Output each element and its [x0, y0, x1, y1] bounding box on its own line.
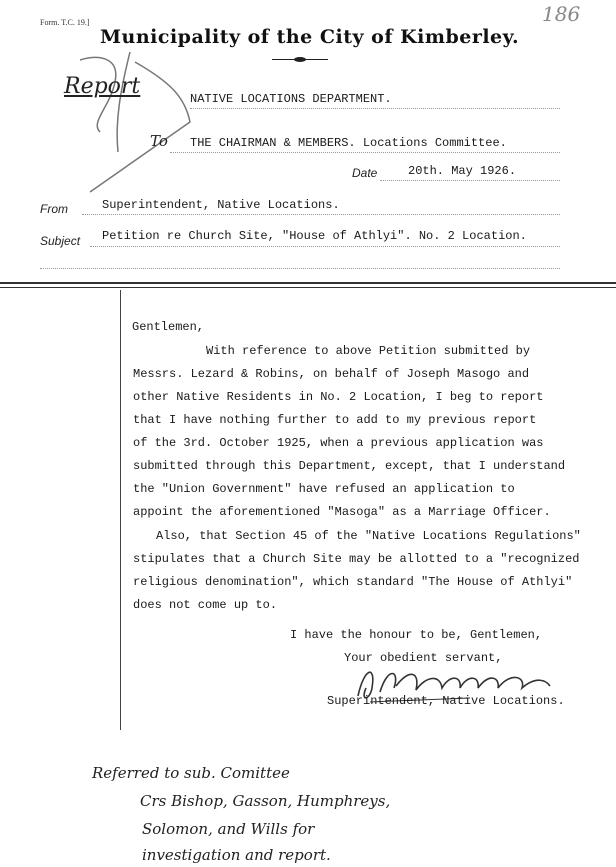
- handwritten-note-line: Crs Bishop, Gasson, Humphreys,: [140, 792, 391, 810]
- letter-line: that I have nothing further to add to my previous report: [133, 413, 537, 427]
- date-label: Date: [352, 166, 378, 180]
- to-value: THE CHAIRMAN & MEMBERS. Locations Committee.: [190, 136, 507, 150]
- date-value: 20th. May 1926.: [408, 164, 517, 178]
- subject-label: Subject: [40, 234, 81, 248]
- letter-line: Also, that Section 45 of the "Native Locations Regulations": [156, 529, 581, 543]
- section-rule-thin: [0, 287, 616, 288]
- letter-line: the "Union Government" have refused an application to: [133, 482, 515, 496]
- margin-line: [120, 290, 121, 730]
- page-number: 186: [542, 2, 581, 26]
- handwritten-note-line: Referred to sub. Comittee: [92, 764, 290, 782]
- letter-line: appoint the aforementioned "Masoga" as a Marriage Officer.: [133, 505, 551, 519]
- ornament-divider: [272, 58, 328, 61]
- from-value: Superintendent, Native Locations.: [102, 198, 340, 212]
- to-label: To: [150, 132, 168, 150]
- closing-line: Your obedient servant,: [344, 651, 503, 665]
- salutation: Gentlemen,: [132, 320, 205, 334]
- letter-line: religious denomination", which standard "The House of Athlyi": [133, 575, 573, 589]
- letter-line: does not come up to.: [133, 598, 278, 612]
- handwritten-note-line: Solomon, and Wills for: [142, 820, 315, 838]
- form-number: Form. T.C. 19.]: [40, 18, 90, 27]
- handwritten-note-line: investigation and report.: [142, 846, 331, 864]
- subject-value: Petition re Church Site, "House of Athlyi". No. 2 Location.: [102, 229, 527, 243]
- signatory-title: Superintendent, Native Locations.: [327, 694, 565, 708]
- letter-line: stipulates that a Church Site may be allotted to a "recognized: [133, 552, 580, 566]
- department-name: NATIVE LOCATIONS DEPARTMENT.: [190, 92, 392, 106]
- letter-line: of the 3rd. October 1925, when a previous application was: [133, 436, 544, 450]
- letter-line: submitted through this Department, except, that I understand: [133, 459, 566, 473]
- letter-line: With reference to above Petition submitted by: [206, 344, 531, 358]
- section-rule: [0, 282, 616, 284]
- from-label: From: [40, 202, 68, 216]
- letterhead-title: Municipality of the City of Kimberley.: [100, 26, 520, 48]
- report-label: Report: [64, 74, 141, 99]
- closing-line: I have the honour to be, Gentlemen,: [290, 628, 543, 642]
- letter-line: other Native Residents in No. 2 Location, I beg to report: [133, 390, 544, 404]
- letter-line: Messrs. Lezard & Robins, on behalf of Joseph Masogo and: [133, 367, 530, 381]
